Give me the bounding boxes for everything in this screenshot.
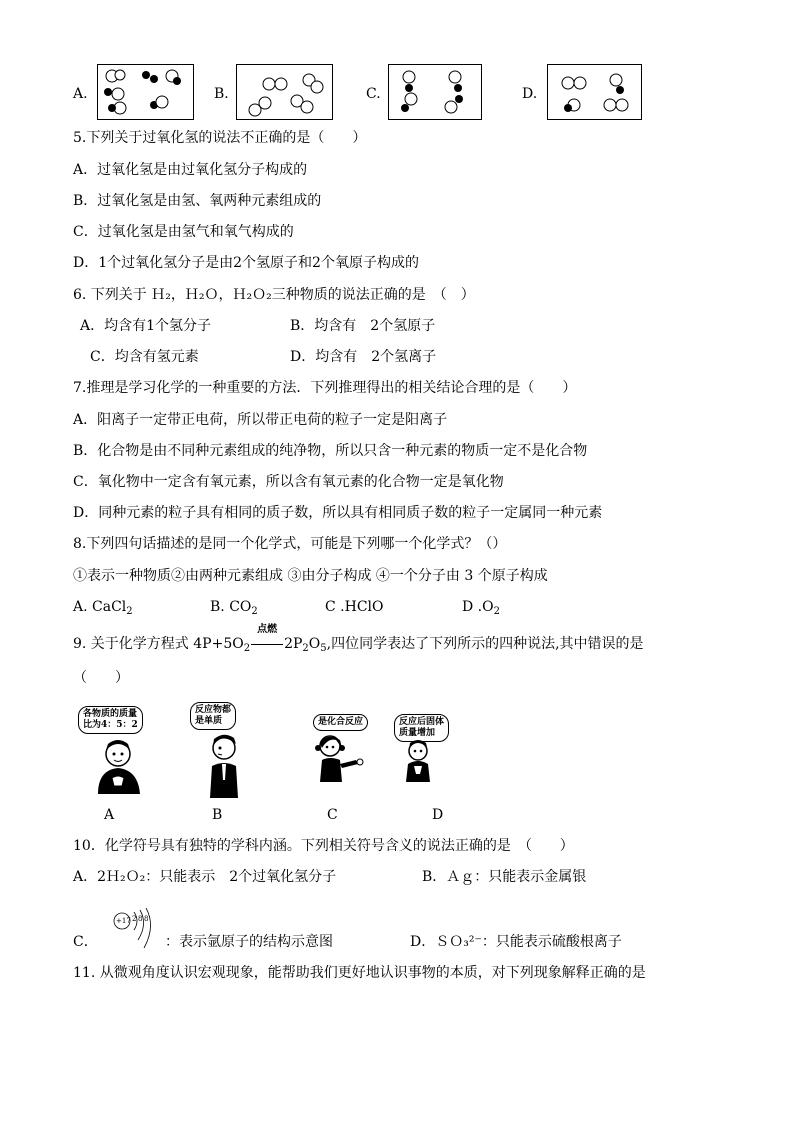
molecule-diagram-c — [389, 65, 481, 119]
speech-bubble-c: 是化合反应 — [313, 714, 368, 731]
student-label-b: B — [212, 807, 223, 823]
question-8-option-c: C .HClO — [325, 599, 384, 615]
question-7-option-a: A．阳离子一定带正电荷，所以带正电荷的粒子一定是阳离子 — [73, 412, 448, 428]
question-10-stem: 10．化学符号具有独特的学科内涵。下列相关符号含义的说法正确的是 （ ） — [73, 838, 574, 854]
question-10-option-c-label: C． — [73, 934, 98, 950]
shell-electron-count: 8 — [144, 915, 149, 923]
student-b-figure — [200, 734, 250, 800]
molecule-diagram-a — [98, 65, 193, 119]
question-5-option-a: A．过氧化氢是由过氧化氢分子构成的 — [73, 162, 308, 178]
question-8-option-d: D $.O_2$ — [462, 599, 500, 617]
question-6-option-d: D．均含有 2个氢离子 — [290, 349, 437, 365]
student-label-d: D — [432, 807, 444, 823]
question-7-option-b: B．化合物是由不同种元素组成的纯净物，所以只含一种元素的物质一定不是化合物 — [73, 443, 588, 459]
question-8-stem: 8.下列四句话描述的是同一个化学式，可能是下列哪一个化学式？（） — [73, 536, 507, 552]
question-10-option-a: A．2Ｈ₂Ｏ₂：只能表示 2个过氧化氢分子 — [73, 869, 337, 885]
question-8-option-a: A. CaCl$_2$ — [73, 599, 133, 617]
question-10-option-b: B．Ａｇ：只能表示金属银 — [422, 869, 587, 885]
argon-atom-diagram-icon — [108, 908, 164, 950]
question-7-option-d: D．同种元素的粒子具有相同的质子数，所以具有相同质子数的粒子一定属同一种元素 — [73, 505, 603, 521]
question-7-option-c: C．氧化物中一定含有氧元素，所以含有氧元素的化合物一定是氧化物 — [73, 474, 504, 490]
molecule-box-d — [547, 64, 642, 120]
question-11-stem: 11. 从微观角度认识宏观现象，能帮助我们更好地认识事物的本质，对下列现象解释正确的是 — [73, 965, 646, 981]
molecule-box-c — [388, 64, 482, 120]
student-c-figure — [312, 734, 368, 784]
question-5-option-c: C．过氧化氢是由氢气和氧气构成的 — [73, 224, 294, 240]
reaction-arrow — [250, 624, 284, 654]
student-label-c: C — [327, 807, 338, 823]
molecule-box-b — [236, 64, 333, 120]
student-d-figure — [400, 740, 440, 784]
question-6-stem: 6. 下列关于 Ｈ₂，Ｈ₂Ｏ，Ｈ₂Ｏ₂三种物质的说法正确的是 （ ） — [73, 287, 475, 303]
question-8-option-b: B. $CO_2$ — [210, 599, 258, 617]
speech-bubble-d: 反应后固体 质量增加 — [394, 714, 449, 742]
question-6-option-c: C．均含有氢元素 — [90, 349, 199, 365]
question-7-stem: 7.推理是学习化学的一种重要的方法．下列推理得出的相关结论合理的是（ ） — [73, 380, 577, 396]
speech-bubble-b: 反应物都 是单质 — [190, 702, 236, 730]
question-10-option-d: D．ＳＯ₃²⁻：只能表示硫酸根离子 — [410, 934, 622, 950]
question-9-paren: （ ） — [73, 670, 129, 686]
question-10-option-c-text: ：表示氩原子的结构示意图 — [165, 934, 333, 950]
shell-electron-count: 8 — [138, 915, 143, 923]
question-5-option-d: D．1个过氧化氢分子是由2个氢原子和2个氧原子构成的 — [73, 255, 419, 271]
question-5-stem: 5.下列关于过氧化氢的说法不正确的是（ ） — [73, 130, 367, 146]
molecule-diagram-b — [237, 65, 332, 119]
question-6-option-b: B．均含有 2个氢原子 — [290, 318, 436, 334]
option-label-c: C. — [366, 86, 381, 102]
speech-bubble-a: 各物质的质量 比为4：5：2 — [78, 706, 143, 734]
option-label-a: A. — [73, 86, 88, 102]
question-8-clues: ①表示一种物质②由两种元素组成 ③由分子构成 ④一个分子由 3 个原子构成 — [73, 568, 548, 584]
question-6-option-a: A．均含有1个氢分子 — [80, 318, 212, 334]
molecule-diagram-d — [548, 65, 641, 119]
question-5-option-b: B．过氧化氢是由氢、氧两种元素组成的 — [73, 193, 322, 209]
molecule-box-a — [97, 64, 194, 120]
student-a-figure — [90, 738, 150, 796]
option-label-d: D. — [522, 86, 538, 102]
student-label-a: A — [104, 807, 115, 823]
option-label-b: B. — [214, 86, 229, 102]
reaction-condition: 点燃 — [257, 624, 278, 635]
shell-electron-count: 2 — [132, 915, 137, 923]
nucleus-charge: +17 — [116, 917, 131, 925]
question-9-stem: 9. 关于化学方程式 $4P+5O_2$ 点燃 $2P_2O_5$,四位同学表达了下列所示的四种说法,其中错误的是 — [73, 624, 644, 654]
